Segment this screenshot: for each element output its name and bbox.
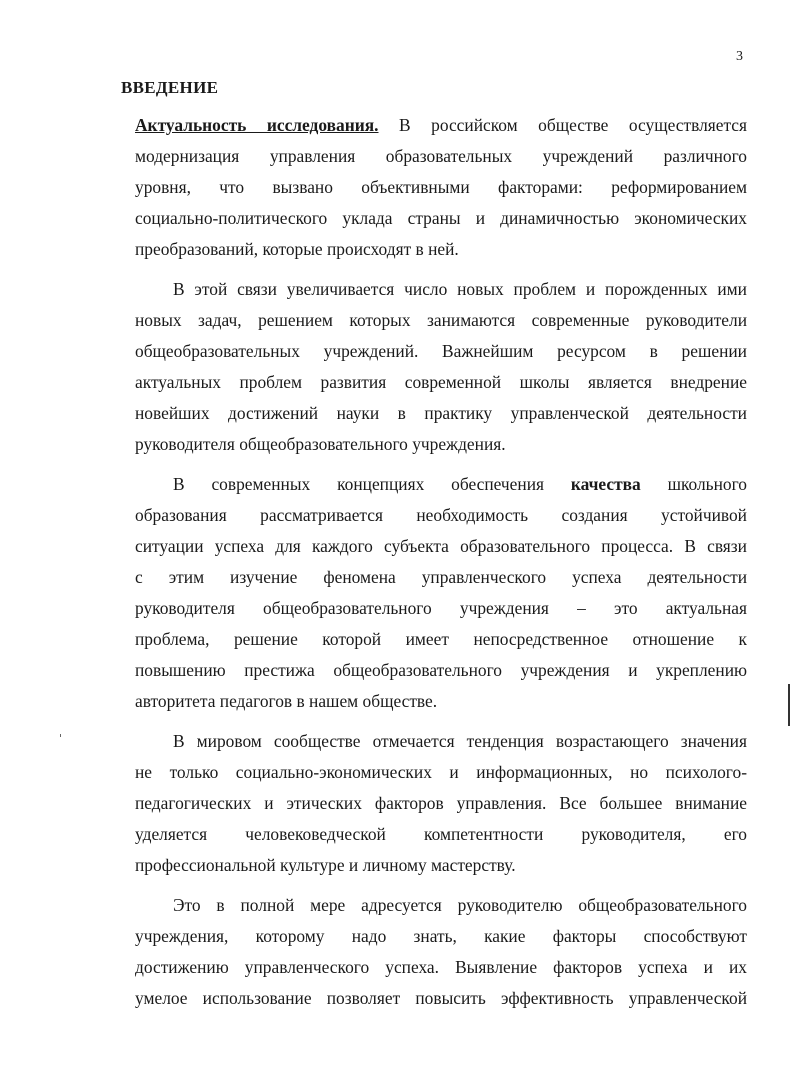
- p4-line-3: педагогических и этических факторов управления. Все большее внимание: [135, 793, 747, 813]
- p3-line-1-a: В современных концепциях обеспечения: [173, 474, 571, 494]
- p1-line-2: модернизация управления образовательных учреждений различного: [135, 146, 747, 166]
- paragraph-1: [135, 110, 747, 265]
- p3-line-8: авторитета педагогов в нашем обществе.: [135, 691, 438, 711]
- page-number: 3: [736, 49, 743, 64]
- p5-line-1: Это в полной мере адресуется руководителю общеобразовательного: [173, 895, 747, 915]
- p3-bold-word: качества: [570, 474, 641, 494]
- p1-line-1: [135, 110, 747, 141]
- p5-line-3: достижению управленческого успеха. Выявление факторов успеха и их: [135, 957, 747, 977]
- p1-line-4: социально-политического уклада страны и динамичностью экономических: [135, 208, 747, 228]
- p4-line-4: уделяется человековедческой компетентности руководителя, его: [135, 824, 747, 844]
- p2-line-5: новейших достижений науки в практику управленческой деятельности: [135, 403, 747, 423]
- p3-line-6: проблема, решение которой имеет непосредственное отношение к: [135, 629, 747, 649]
- p5-line-2: учреждения, которому надо знать, какие факторы способствуют: [135, 926, 747, 946]
- paragraph-3: [135, 469, 747, 717]
- p2-line-3: общеобразовательных учреждений. Важнейшим ресурсом в решении: [135, 341, 747, 361]
- scan-margin-mark: [788, 684, 790, 726]
- p2-line-1: В этой связи увеличивается число новых проблем и порожденных ими: [173, 279, 747, 299]
- p2-line-4: актуальных проблем развития современной школы является внедрение: [135, 372, 747, 392]
- p5-line-4: умелое использование позволяет повысить эффективность управленческой: [135, 988, 747, 1008]
- p1-line-3: уровня, что вызвано объективными факторами: реформированием: [135, 177, 747, 197]
- p1-line-5: преобразований, которые происходят в ней.: [135, 239, 459, 259]
- p3-line-1: [135, 469, 747, 500]
- p3-line-1-b: школьного: [640, 474, 747, 494]
- paragraph-4: [135, 726, 747, 881]
- p1-lead-bold: Актуальность исследования.: [135, 115, 379, 135]
- paragraph-2: [135, 274, 747, 460]
- p1-line-1-rest: В российском обществе осуществляется: [378, 115, 747, 135]
- p3-line-5: руководителя общеобразовательного учреждения – это актуальная: [135, 598, 747, 618]
- p3-line-4: с этим изучение феномена управленческого успеха деятельности: [135, 567, 747, 587]
- paragraph-5: [135, 890, 747, 1014]
- p2-line-2: новых задач, решением которых занимаются современные руководители: [135, 310, 747, 330]
- p4-line-1: В мировом сообществе отмечается тенденция возрастающего значения: [173, 731, 747, 751]
- p4-line-2: не только социально-экономических и информационных, но психолого-: [135, 762, 747, 782]
- p3-line-7: повышению престижа общеобразовательного учреждения и укреплению: [135, 660, 747, 680]
- p3-line-3: ситуации успеха для каждого субъекта образовательного процесса. В связи: [135, 536, 747, 556]
- p3-line-2: образования рассматривается необходимость создания устойчивой: [135, 505, 747, 525]
- scan-speck: [60, 734, 61, 737]
- p2-line-6: руководителя общеобразовательного учреждения.: [135, 434, 506, 454]
- p4-line-5: профессиональной культуре и личному мастерству.: [135, 855, 516, 875]
- section-heading: ВВЕДЕНИЕ: [121, 78, 219, 97]
